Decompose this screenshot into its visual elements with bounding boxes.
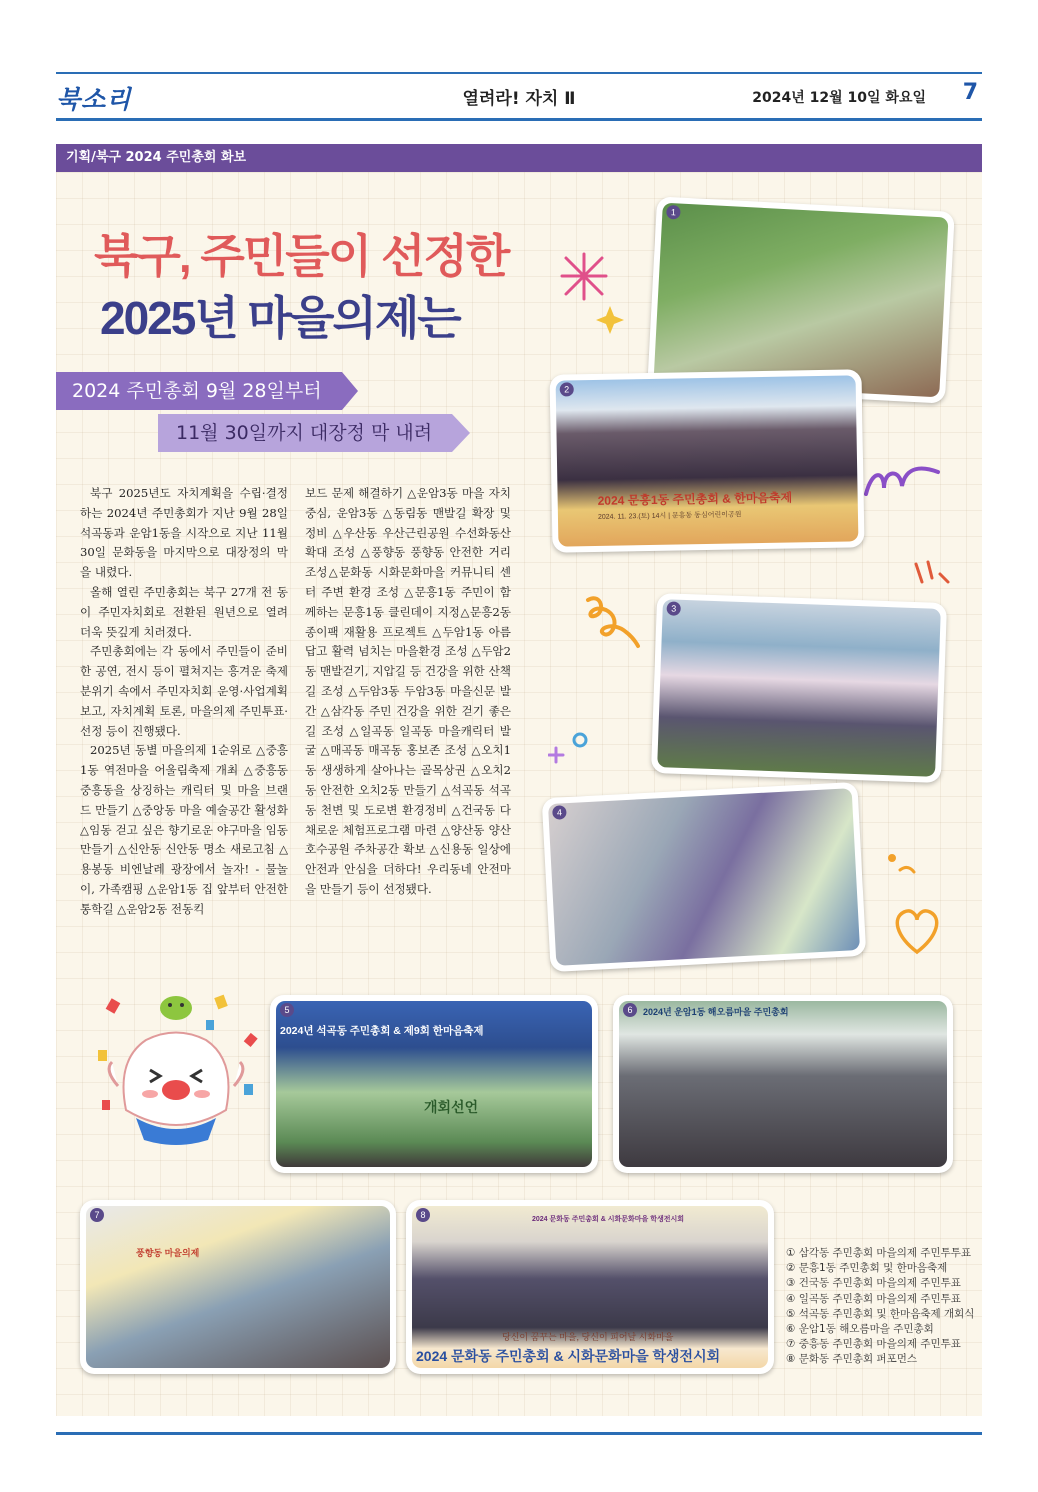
photo-image (276, 1001, 592, 1167)
plus-circle-doodle-icon (548, 728, 592, 768)
squiggle-doodle-icon (862, 460, 942, 500)
newspaper-logo: 북소리 (56, 85, 132, 114)
photo-number: 1 (666, 205, 681, 220)
photo-image (412, 1206, 768, 1368)
caption-item: ② 문흥1동 주민총회 및 한마음축제 (786, 1262, 948, 1275)
article-column-2 (305, 484, 511, 900)
photo-bottom-banner: 2024 문화동 주민총회 & 시화문화마을 학생전시회 (416, 1348, 721, 1364)
photo-sign-date: 2024. 11. 23.(토) 14시 | 문흥동 동심어린이공원 (597, 511, 742, 521)
photo-banner-text: 2024년 석곡동 주민총회 & 제9회 한마음축제 (280, 1025, 484, 1037)
photo-2 (549, 369, 864, 552)
article-paragraph: 보드 문제 해결하기 △운암3동 마을 자치 중심, 운암3동 △동림동 맨발길 확장 및 정비 △우산동 우산근린공원 수선화동산 확대 조성 △풍향동 풍향동 안전한 거리 조성△문화동 시화문화마을 커뮤니티 센터 주변 환경 조성 △문흥1동 주민이 함께하는 문흥1동 클린데이 지정△문흥2동 종이팩 재활용 프로젝트 △두암1동 아름답고 활력 넘치는 마을환경 조성 △두암2동 맨발걷기, 지압길 등 건강을 위한 산책길 조성 △두암3동 두암3동 마을신문 발간 △삼각동 주민 건강을 위한 걷기 좋은 길 조성 △일곡동 일곡동 마을캐릭터 발굴 △매곡동 매곡동 홍보존 조성 △오치1동 생생하게 살아나는 골목상권 △오치2동 안전한 오치2동 만들기 △석곡동 석곡동 천변 및 도로변 환경정비 △건국동 다채로운 체험프로그램 마련 △양산동 양산호수공원 주차공간 확보 △신용동 일상에 안전과 안심을 더하다! 우리동네 안전마을 만들기 등이 선정됐다. (305, 486, 511, 896)
photo-number: 8 (416, 1208, 430, 1222)
photo-number: 5 (280, 1003, 294, 1017)
photo-image (548, 788, 860, 966)
photo-image (619, 1001, 947, 1167)
photo-image (653, 203, 948, 398)
caption-item: ④ 일곡동 주민총회 마을의제 주민투표 (786, 1292, 961, 1305)
subheadline-line-1: 2024 주민총회 9월 28일부터 (56, 372, 342, 410)
footer-rule (56, 1432, 982, 1435)
article-paragraph: 2025년 동별 마을의제 1순위로 △중흥1동 역전마을 어울림축제 개최 △중흥동 중흥동을 상징하는 캐릭터 및 마을 브랜드 만들기 △중앙동 마을 예술공간 활성화 △임동 걷고 싶은 향기로운 야구마을 임동 만들기 △신안동 신안동 명소 새로고침 △용봉동 비엔날레 광장에서 놀자! - 물놀이, 가족캠핑 △운암1동 집 앞부터 안전한 통학길 △운암2동 전동킥 (80, 743, 288, 916)
subheadline-line-2: 11월 30일까지 대장정 막 내려 (158, 414, 452, 452)
photo-captions (786, 1246, 974, 1368)
caption-item: ⑧ 문화동 주민총회 퍼포먼스 (786, 1353, 917, 1366)
section-title: 열려라! 자치 Ⅱ (462, 89, 576, 109)
photo-5 (270, 995, 598, 1173)
photo-board-text: 풍향동 마을의제 (136, 1248, 200, 1258)
photo-number: 7 (90, 1208, 104, 1222)
article-column-1 (80, 484, 288, 920)
photo-number: 6 (623, 1003, 637, 1017)
photo-banner-text: 2024년 운암1동 해오름마을 주민총회 (643, 1007, 789, 1017)
photo-image (657, 599, 941, 777)
issue-date: 2024년 12월 10일 화요일 (752, 90, 926, 106)
heart-doodle-icon (890, 904, 944, 958)
caption-item: ⑥ 운암1동 해오름마을 주민총회 (786, 1323, 934, 1336)
photo-number: 4 (552, 805, 567, 820)
section-bar: 기획/북구 2024 주민총회 화보 (56, 144, 982, 172)
photo-screen-text: 개회선언 (424, 1099, 479, 1115)
photo-image (86, 1206, 390, 1368)
loop-doodle-icon (582, 590, 642, 650)
article-paragraph: 북구 2025년도 자치계획을 수립·결정하는 2024년 주민총회가 지난 9월 28일 석곡동과 운암1동을 시작으로 지난 11월 30일 문화동을 마지막으로 대장정의 막을 내렸다. (80, 486, 288, 580)
caption-item: ① 삼각동 주민총회 마을의제 주민투투표 (786, 1247, 972, 1259)
dash-doodle-icon (912, 560, 952, 590)
photo-slogan-text: 당신이 꿈꾸는 마을, 당신이 피어날 시화마을 (502, 1332, 674, 1342)
photo-3 (651, 593, 947, 783)
article-paragraph: 올해 열린 주민총회는 북구 27개 전 동이 주민자치회로 전환된 원년으로 열려 더욱 뜻깊게 치러졌다. (80, 584, 288, 639)
photo-sign-text: 2024 문흥1동 주민총회 & 한마음축제 (597, 490, 793, 508)
photo-7 (80, 1200, 396, 1374)
photo-number: 2 (560, 382, 574, 396)
article-paragraph: 주민총회에는 각 동에서 주민들이 준비한 공연, 전시 등이 펼쳐지는 흥겨운 축제 분위기 속에서 주민자치회 운영·사업계획 보고, 자치계획 토론, 마을의제 주민투표·선정 등이 진행됐다. (80, 644, 288, 738)
headline-line-1: 북구, 주민들이 선정한 (94, 230, 509, 282)
photo-banner-text: 2024 문화동 주민총회 & 시화문화마을 학생전시회 (532, 1216, 685, 1223)
caption-item: ⑦ 중흥동 주민총회 마을의제 주민투표 (786, 1338, 961, 1351)
photo-image (556, 375, 859, 546)
photo-8 (406, 1200, 774, 1374)
dots-doodle-icon (884, 850, 918, 880)
caption-item: ⑤ 석곡동 주민총회 및 한마음축제 개회식 (786, 1307, 975, 1320)
page-header (56, 72, 982, 121)
caption-item: ③ 건국동 주민총회 마을의제 주민투표 (786, 1277, 961, 1290)
photo-number: 3 (666, 601, 680, 615)
headline-line-2: 2025년 마을의제는 (100, 292, 460, 344)
photo-6 (613, 995, 953, 1173)
sparkle-doodle-icon (544, 244, 634, 334)
photo-4 (542, 782, 867, 972)
page-number: 7 (962, 80, 978, 105)
mascot-character-icon (96, 990, 266, 1170)
